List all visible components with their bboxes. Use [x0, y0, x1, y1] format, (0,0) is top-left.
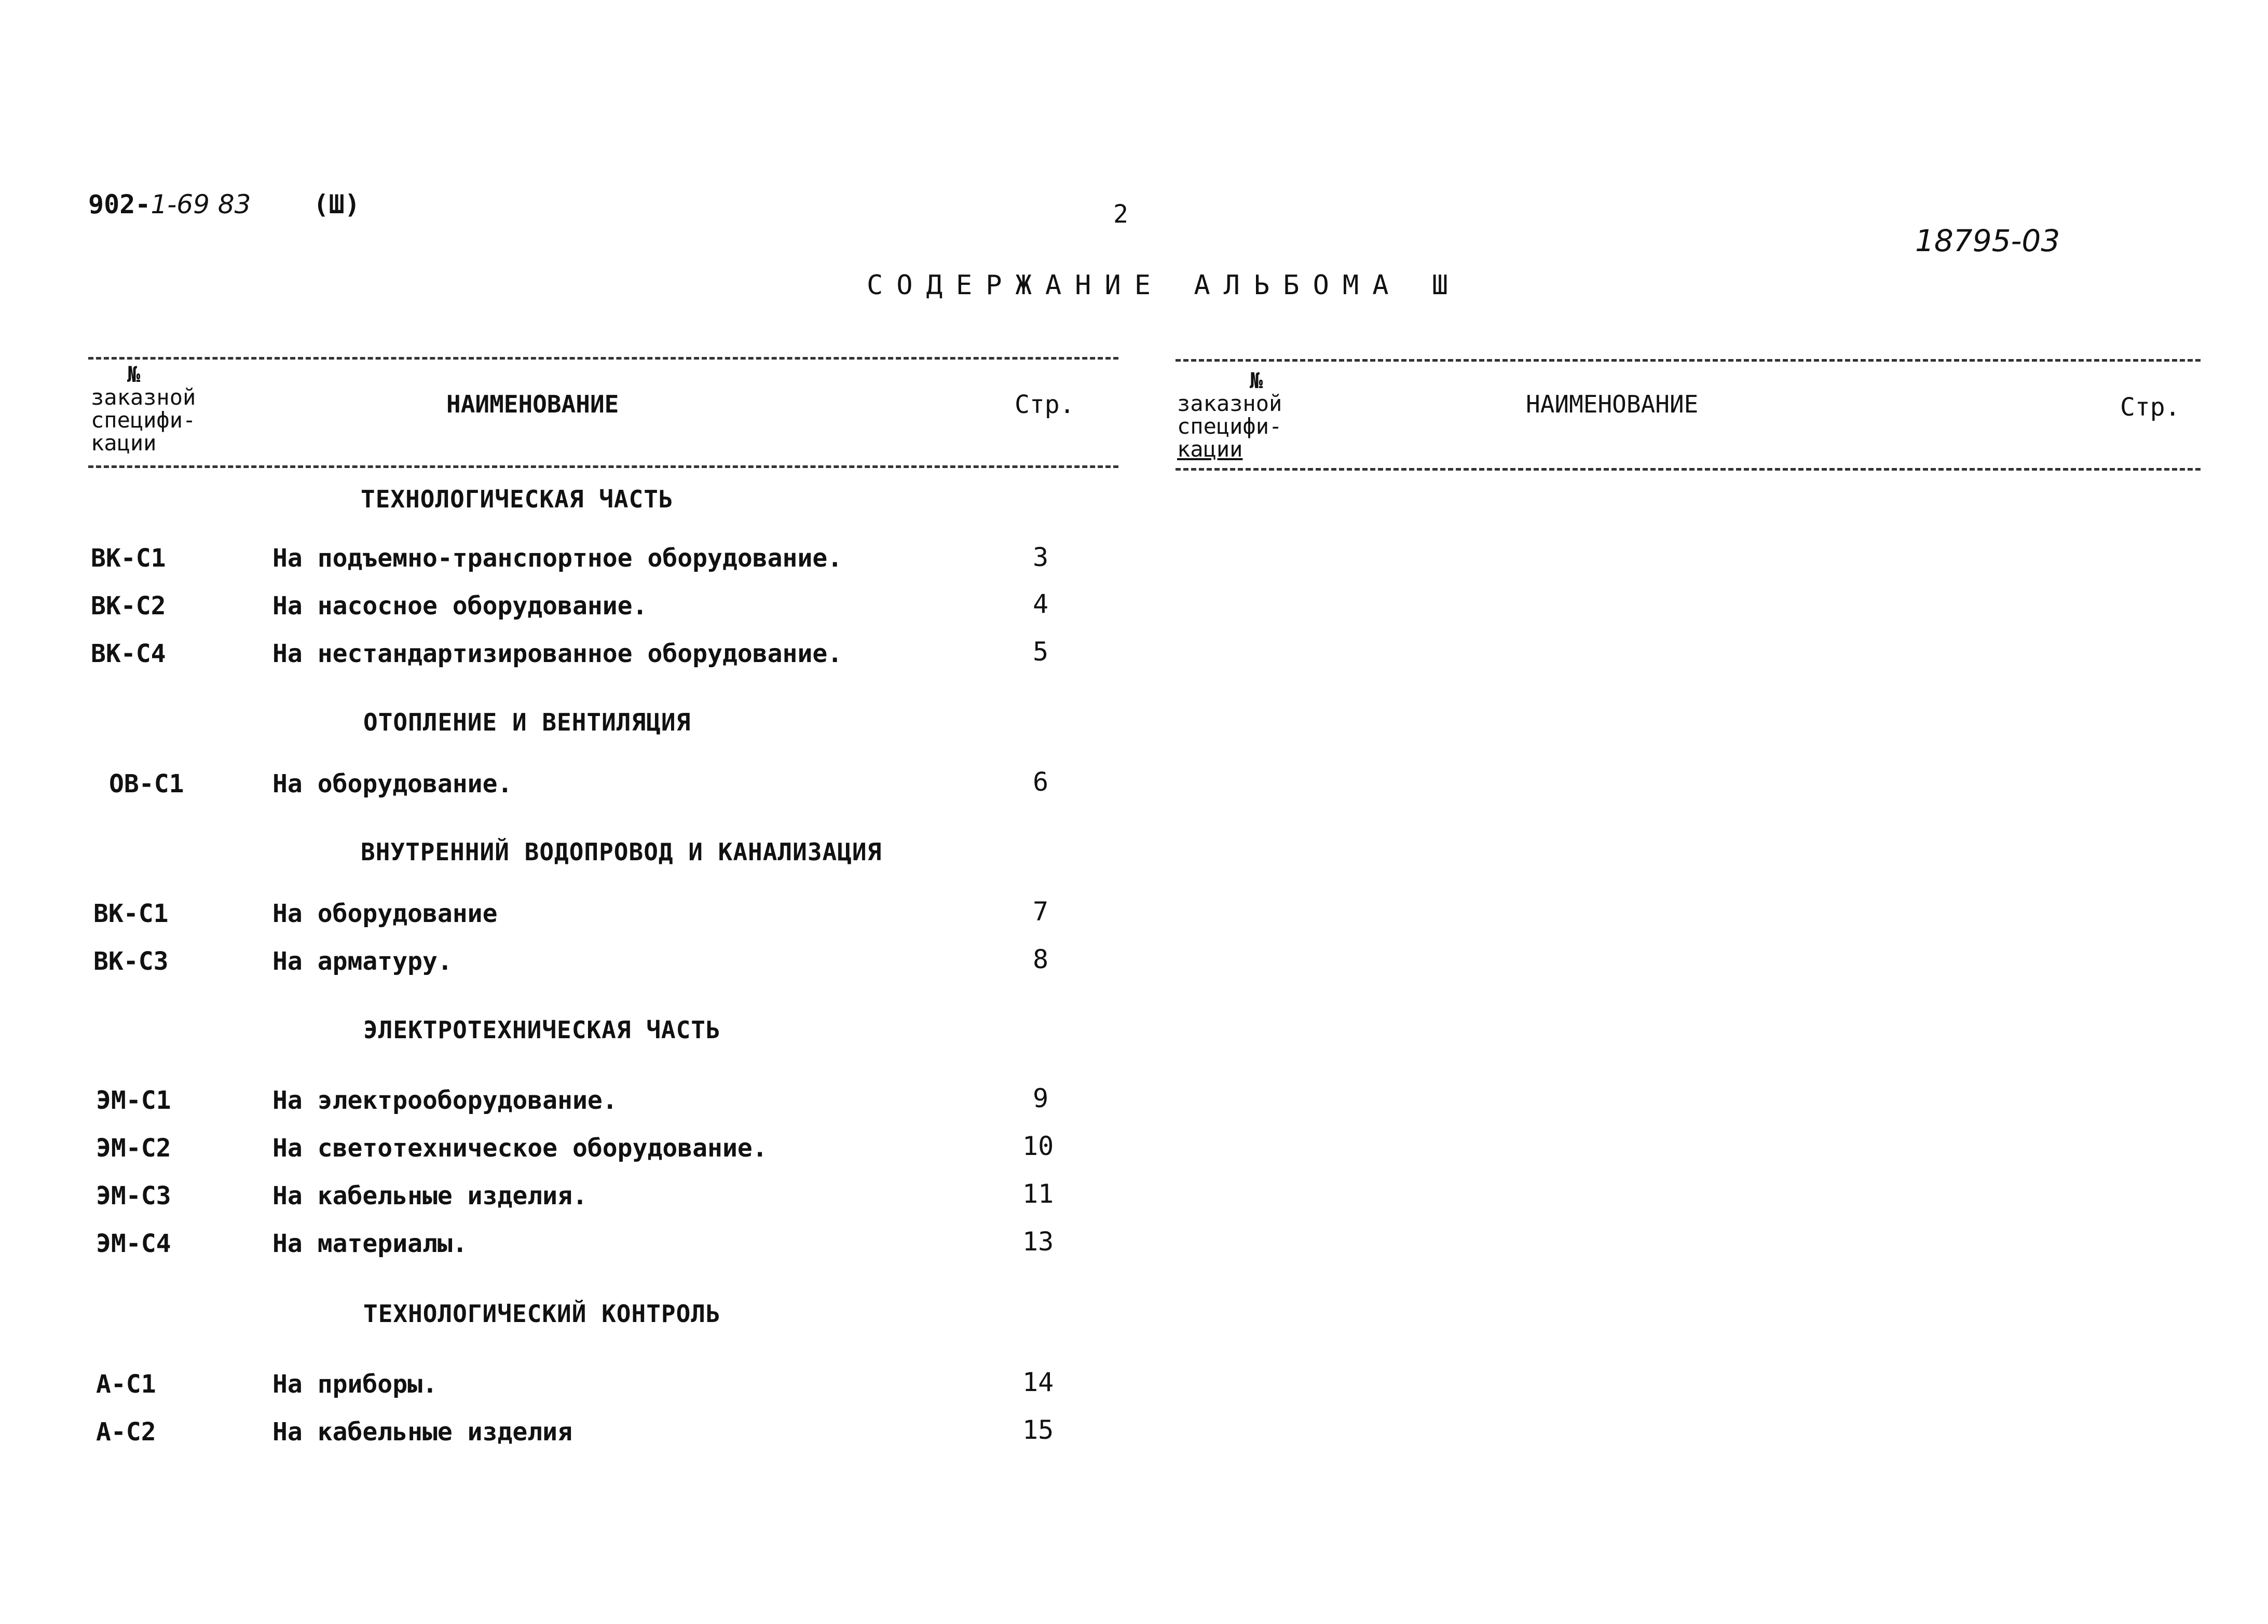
spec-code: ЭМ-С1: [96, 1086, 171, 1115]
item-name: На оборудование: [272, 899, 498, 928]
left-spec-line-3: кации: [91, 430, 157, 456]
item-page: 4: [1033, 589, 1049, 619]
spec-code: А-С1: [96, 1370, 156, 1399]
document-code-handwritten: 1-69 83: [151, 189, 251, 219]
item-name: На электрооборудование.: [272, 1086, 618, 1115]
section-title: ТЕХНОЛОГИЧЕСКИЙ КОНТРОЛЬ: [363, 1300, 721, 1328]
item-name: На оборудование.: [272, 769, 513, 799]
item-name: На материалы.: [272, 1229, 468, 1258]
item-page: 5: [1033, 637, 1049, 667]
right-spec-mark: №: [1250, 368, 1263, 393]
left-spec-mark: №: [127, 362, 141, 387]
spec-code: ОВ-С1: [109, 769, 184, 799]
section-title: ЭЛЕКТРОТЕХНИЧЕСКАЯ ЧАСТЬ: [363, 1016, 721, 1044]
item-name: На нестандартизированное оборудование.: [272, 639, 843, 668]
right-header-top-rule: [1176, 359, 2201, 362]
item-name: На приборы.: [272, 1370, 438, 1399]
item-page: 3: [1033, 542, 1049, 572]
item-page: 14: [1022, 1367, 1054, 1397]
section-title: ТЕХНОЛОГИЧЕСКАЯ ЧАСТЬ: [361, 485, 674, 513]
item-name: На светотехническое оборудование.: [272, 1134, 768, 1163]
left-name-column-header: НАИМЕНОВАНИЕ: [446, 390, 619, 418]
left-header-bottom-rule: [88, 465, 1118, 468]
left-spec-column-header: [91, 363, 196, 455]
spec-code: ВК-С4: [91, 639, 166, 668]
item-name: На насосное оборудование.: [272, 591, 648, 621]
left-spec-line-1: заказной: [91, 384, 196, 410]
right-name-column-header: НАИМЕНОВАНИЕ: [1526, 390, 1699, 418]
item-name: На подъемно-транспортное оборудование.: [272, 544, 843, 573]
right-spec-line-1: заказной: [1177, 391, 1282, 416]
right-spec-line-3: кации: [1177, 436, 1243, 462]
item-name: На кабельные изделия: [272, 1417, 572, 1447]
inventory-number: 18795-03: [1915, 223, 2060, 258]
item-name: На арматуру.: [272, 947, 453, 976]
item-page: 13: [1022, 1227, 1054, 1257]
item-name: На кабельные изделия.: [272, 1181, 588, 1210]
item-page: 11: [1022, 1179, 1054, 1209]
spec-code: А-С2: [96, 1417, 156, 1447]
page-number: 2: [1113, 200, 1128, 229]
right-header-bottom-rule: [1176, 468, 2201, 471]
spec-code: ВК-С1: [93, 899, 169, 928]
item-page: 15: [1022, 1415, 1054, 1445]
page-title: СОДЕРЖАНИЕ АЛЬБОМА Ш: [867, 270, 1462, 301]
item-page: 7: [1033, 897, 1049, 927]
album-mark: (Ш): [313, 189, 360, 219]
item-page: 8: [1033, 944, 1049, 974]
left-page-column-header: Стр.: [1015, 390, 1075, 419]
item-page: 6: [1033, 767, 1049, 797]
spec-code: ВК-С2: [91, 591, 166, 621]
right-spec-column-header: [1177, 369, 1282, 461]
spec-code: ЭМ-С4: [96, 1229, 171, 1258]
spec-code: ВК-С1: [91, 544, 166, 573]
right-spec-line-2: специфи-: [1177, 414, 1282, 439]
item-page: 10: [1022, 1131, 1054, 1161]
section-title: ОТОПЛЕНИЕ И ВЕНТИЛЯЦИЯ: [363, 708, 691, 736]
document-code: [88, 189, 360, 219]
spec-code: ЭМ-С3: [96, 1181, 171, 1210]
left-header-top-rule: [88, 357, 1118, 360]
spec-code: ВК-С3: [93, 947, 169, 976]
left-spec-line-2: специфи-: [91, 407, 196, 433]
document-code-printed: 902-: [88, 189, 151, 219]
item-page: 9: [1033, 1083, 1049, 1113]
section-title: ВНУТРЕННИЙ ВОДОПРОВОД И КАНАЛИЗАЦИЯ: [361, 838, 882, 866]
right-page-column-header: Стр.: [2120, 393, 2180, 422]
spec-code: ЭМ-С2: [96, 1134, 171, 1163]
